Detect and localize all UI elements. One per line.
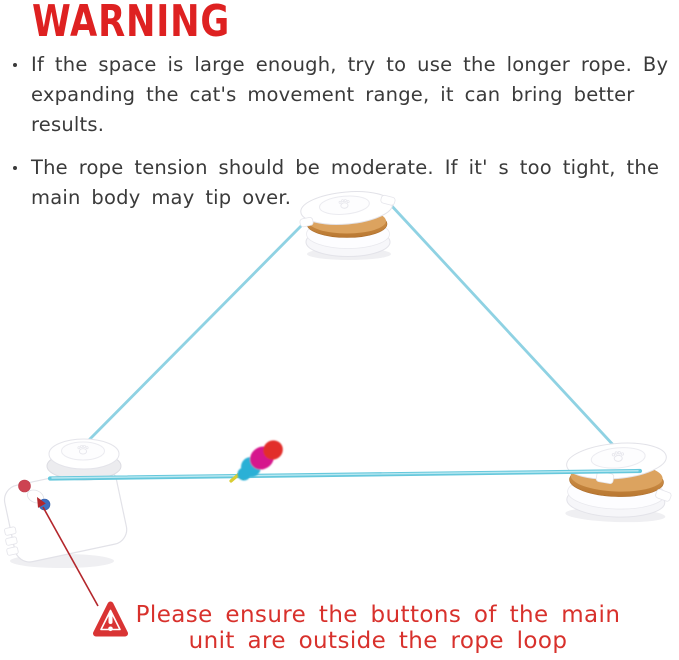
rope-bottom bbox=[50, 471, 640, 479]
rope-right bbox=[390, 204, 616, 448]
caution-note bbox=[78, 603, 678, 654]
caution-line-1: Please ensure the buttons of the main bbox=[135, 602, 621, 628]
warning-item-text: The rope tension should be moderate. If it' s too tight, the main body may tip over. bbox=[31, 156, 660, 209]
red-power-button bbox=[19, 480, 31, 492]
page-title: WARNING bbox=[32, 0, 231, 47]
right-pulley bbox=[563, 436, 674, 524]
main-unit bbox=[0, 439, 129, 568]
warning-item-text: If the space is large enough, try to use the longer rope. By expanding the cat's movement range, it can bring better results. bbox=[31, 53, 669, 136]
top-pulley bbox=[299, 188, 395, 260]
caution-line-2: unit are outside the rope loop bbox=[188, 627, 568, 654]
rope-left bbox=[85, 222, 305, 444]
